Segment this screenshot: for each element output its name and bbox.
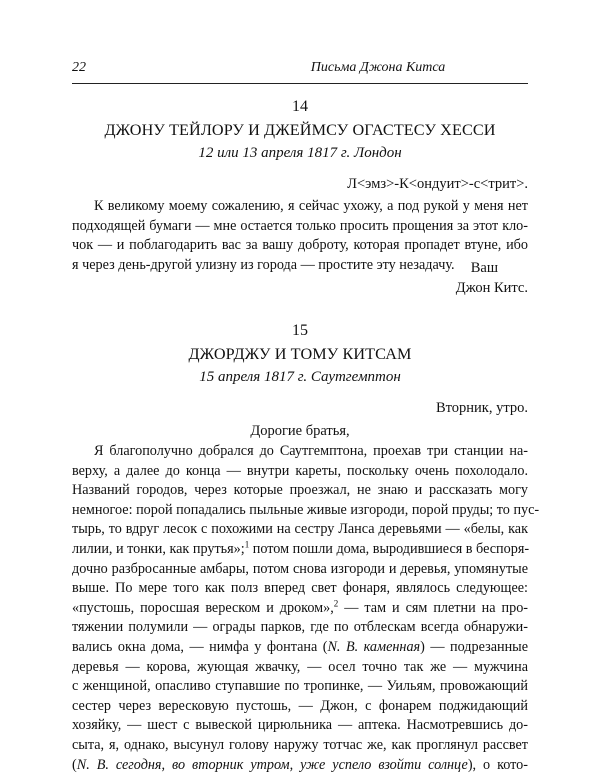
editor-note: N. B. сегодня, во вторник утром, уже успело взойти солнце (77, 757, 468, 773)
body-line (72, 756, 528, 775)
line-text: лилии, и тонки, как прутья»; (72, 541, 245, 557)
footnote-ref: 2 (334, 598, 339, 608)
line-text: потом пошли дома, выродившиеся в беспоря- (249, 541, 529, 557)
letter-15-number: 15 (72, 322, 528, 340)
page-number: 22 (72, 60, 86, 76)
line-text: ( (72, 757, 77, 773)
body-line: с женщиной, опасливо ступавшие по тропинке, — Уильям, провожающий (72, 677, 528, 697)
running-head (72, 60, 528, 82)
body-line: я через день-другой улизну из города — простите эту незадачу. (72, 256, 528, 276)
body-line: хозяйку, — шест с вывеской цирюльника — аптека. Насмотревшись до- (72, 716, 528, 736)
header-rule (72, 83, 528, 84)
letter-15-salutation: Дорогие братья, (72, 423, 528, 440)
line-text: «пустошь, поросшая вереском и дроком», (72, 600, 334, 616)
body-line: сестер через вересковую пустошь, — Джон, с фонарем поджидающий (72, 697, 528, 717)
body-line: сыта, я, однако, высунул голову наружу тотчас же, как проглянул рассвет (72, 736, 528, 756)
letter-15-dateline: 15 апреля 1817 г. Саутгемптон (72, 369, 528, 386)
letter-14-addressee: ДЖОНУ ТЕЙЛОРУ И ДЖЕЙМСУ ОГАСТЕСУ ХЕССИ (72, 121, 528, 140)
body-line: немногое: порой попадались пыльные живые изгороди, порой пруды; то пус- (72, 501, 528, 521)
body-line: Названий городов, через которые проезжал, не знаю и рассказать могу (72, 481, 528, 501)
letter-14-signature: Джон Китс. (456, 280, 528, 297)
line-text: ) — подрезанные (420, 639, 528, 655)
body-line: Я благополучно добрался до Саутгемптона, проехав три станции на- (72, 442, 528, 462)
letter-14-dateline: 12 или 13 апреля 1817 г. Лондон (72, 145, 528, 162)
letter-14-address: Л<эмз>-К<ондуит>-с<трит>. (347, 176, 528, 193)
body-line: дочно разбросанные амбары, потом снова изгороди и деревья, упомянутые (72, 560, 528, 580)
body-line: тяжении полумили — ограды парков, где по отблескам всегда обнаружи- (72, 618, 528, 638)
body-line: выше. По мере того как полз вперед свет фонаря, являлось следующее: (72, 579, 528, 599)
line-text: вались окна дома, — нимфа у фонтана ( (72, 639, 327, 655)
line-text: — там и сям плетни на про- (338, 600, 528, 616)
body-line (72, 638, 528, 658)
line-text: ), о кото- (468, 757, 528, 773)
body-line: тырь, то вдруг лесок с похожими на сестру Ланса деревьями — «белы, как (72, 520, 528, 540)
letter-15-day: Вторник, утро. (436, 400, 528, 417)
body-line (72, 599, 528, 619)
body-line (72, 540, 528, 560)
running-title: Письма Джона Китса (228, 60, 528, 76)
body-line: деревья — корова, жующая жвачку, — осел точно так же — мужчина (72, 658, 528, 678)
footnote-ref: 1 (245, 539, 250, 549)
letter-14-number: 14 (72, 98, 528, 116)
letter-14-body (72, 197, 528, 275)
editor-note: N. B. каменная (327, 639, 420, 655)
body-line: К великому моему сожалению, я сейчас ухожу, а под рукой у меня нет (72, 197, 528, 217)
letter-15-addressee: ДЖОРДЖУ И ТОМУ КИТСАМ (72, 345, 528, 364)
letter-15-body (72, 442, 528, 775)
body-line: верху, а далее до конца — внутри кареты, поскольку очень похолодало. (72, 462, 528, 482)
letter-14-closing: Ваш (471, 260, 498, 277)
body-line: чок — и поблагодарить вас за вашу доброту, которая пропадет втуне, ибо (72, 236, 528, 256)
body-line: подходящей бумаги — мне остается только просить прощения за этот кло- (72, 217, 528, 237)
